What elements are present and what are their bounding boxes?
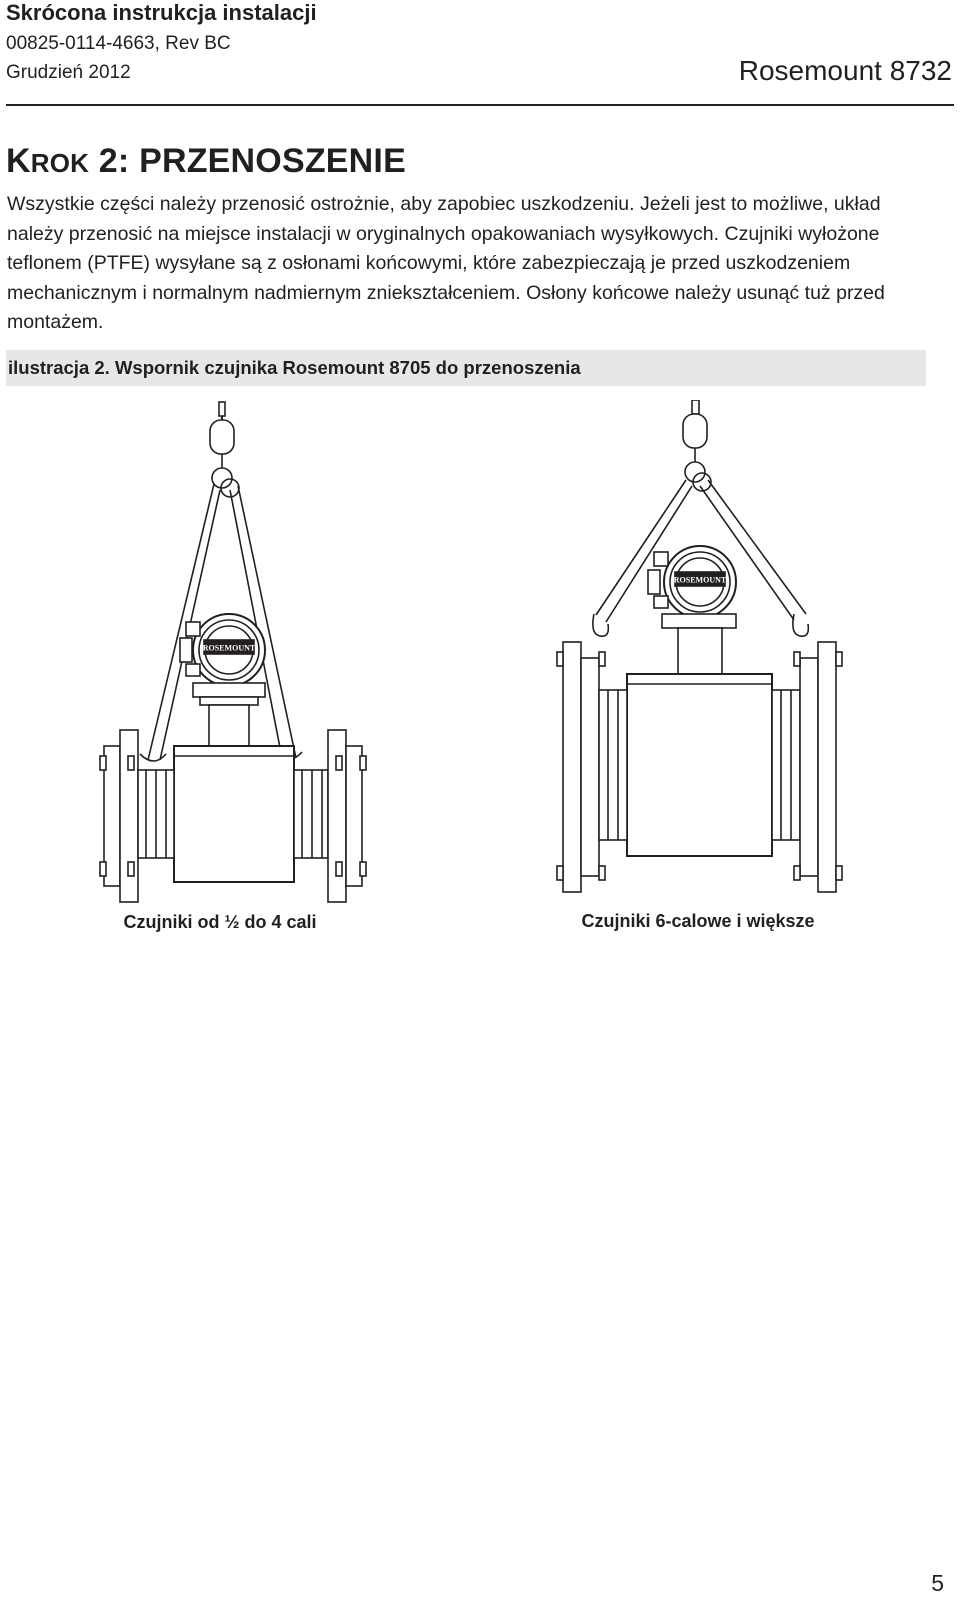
step-title <box>6 142 406 181</box>
page-number: 5 <box>931 1570 944 1596</box>
doc-number: 00825-0114-4663, Rev BC <box>6 33 231 54</box>
step-title-small-caps: ROK <box>30 148 90 178</box>
product-name: Rosemount 8732 <box>738 55 952 86</box>
doc-title: Skrócona instrukcja instalacji <box>6 0 317 25</box>
figure-label-bar <box>6 350 926 386</box>
step-title-rest: 2: PRZENOSZENIE <box>89 142 406 180</box>
sensor-lifting-illustration <box>0 400 960 920</box>
transmitter-logo-right: ROSEMOUNT <box>673 575 727 585</box>
large-sensor-drawing <box>557 400 842 892</box>
step-body-text: Wszystkie części należy przenosić ostrożnie, aby zapobiec uszkodzeniu. Jeżeli jest to możliwe, układ należy przenosić na miejsce instalacji w oryginalnych opakowaniach wysyłkowych. Czujniki wyłożone teflonem (PTFE) wysyłane są z osłonami końcowymi, które zabezpieczają je przed uszkodzeniem mechanicznym i normalnym nadmiernym zniekształceniem. Osłony końcowe należy usunąć tuż przed montażem. <box>7 193 885 334</box>
caption-large-sensors: Czujniki 6-calowe i większe <box>581 911 815 931</box>
header-divider <box>6 104 954 106</box>
step-title-first-letter: K <box>6 142 31 180</box>
small-sensor-drawing <box>100 402 366 902</box>
caption-small-sensors: Czujniki od ½ do 4 cali <box>123 912 317 932</box>
figure-label: ilustracja 2. Wspornik czujnika Rosemount 8705 do przenoszenia <box>8 357 581 378</box>
transmitter-logo-left: ROSEMOUNT <box>202 643 256 653</box>
doc-date: Grudzień 2012 <box>6 62 131 83</box>
